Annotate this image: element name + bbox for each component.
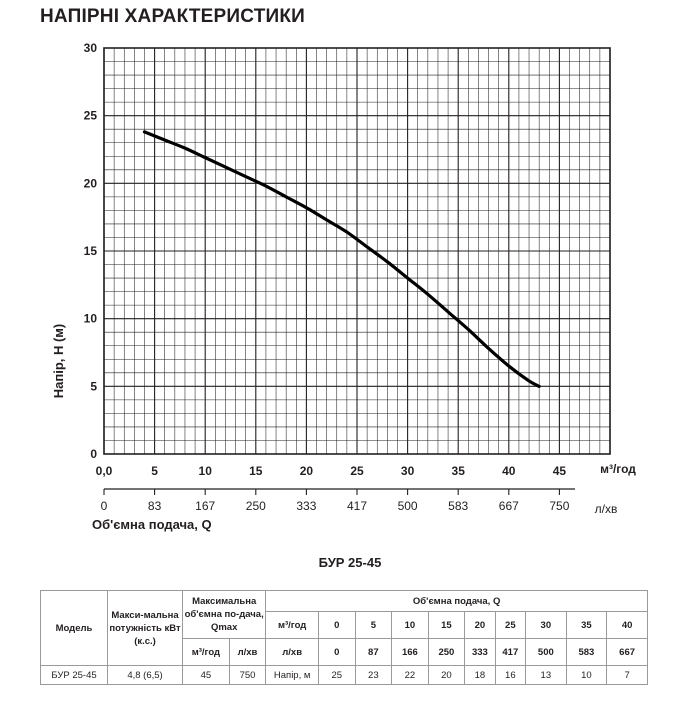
cell-flow-lmin-6: 500 [526, 639, 567, 666]
cell-flow-m3h-1: 5 [355, 612, 392, 639]
qmax-unit-m3h: м³/год [183, 639, 230, 666]
cell-power: 4,8 (6,5) [107, 666, 182, 685]
cell-flow-lmin-7: 583 [566, 639, 607, 666]
cell-flow-lmin-4: 333 [465, 639, 495, 666]
cell-head-6: 13 [526, 666, 567, 685]
x-tick-label: 40 [502, 464, 516, 478]
cell-head-2: 22 [392, 666, 429, 685]
cell-head-label: Напір, м [266, 666, 319, 685]
x2-tick-label: 0 [100, 499, 108, 513]
cell-flow-m3h-3: 15 [428, 612, 465, 639]
x2-tick-label: 583 [448, 499, 469, 513]
cell-head-0: 25 [319, 666, 356, 685]
x-tick-label: 25 [350, 464, 364, 478]
cell-head-5: 16 [495, 666, 525, 685]
cell-flow-m3h-6: 30 [526, 612, 567, 639]
x-tick-label: 30 [400, 464, 415, 478]
table-header-row [41, 591, 648, 612]
header-flow: Об'ємна подача, Q [266, 591, 648, 612]
cell-flow-lmin-1: 87 [355, 639, 392, 666]
x2-tick-label: 667 [498, 499, 519, 513]
cell-qmax-m3h: 45 [183, 666, 230, 685]
x-tick-label: 35 [451, 464, 465, 478]
y-tick-label: 30 [83, 41, 97, 55]
x2-tick-label: 417 [346, 499, 368, 513]
y-tick-label: 0 [90, 447, 97, 461]
cell-flow-lmin-2: 166 [392, 639, 429, 666]
cell-head-4: 18 [465, 666, 495, 685]
cell-qmax-lmin: 750 [229, 666, 266, 685]
cell-head-7: 10 [566, 666, 607, 685]
x-axis-label: Об'ємна подача, Q [92, 517, 212, 532]
cell-model: БУР 25-45 [41, 666, 108, 685]
x2-tick-label: 333 [296, 499, 317, 513]
cell-flow-m3h-2: 10 [392, 612, 429, 639]
cell-flow-lmin-0: 0 [319, 639, 356, 666]
y-axis-label: Напір, H (м) [51, 323, 66, 399]
cell-head-3: 20 [428, 666, 465, 685]
x2-tick-label: 83 [147, 499, 162, 513]
x-tick-label: 45 [552, 464, 567, 478]
x2-tick-label: 750 [549, 499, 570, 513]
cell-flow-lmin-5: 417 [495, 639, 525, 666]
model-title: БУР 25-45 [318, 555, 382, 570]
header-power: Макси-мальна потужність кВт (к.с.) [107, 591, 182, 666]
x-unit-top: м³/год [600, 462, 636, 476]
x-tick-label: 5 [151, 464, 158, 478]
spec-table [40, 590, 648, 685]
y-tick-label: 20 [83, 176, 97, 191]
header-model: Модель [41, 591, 108, 666]
x2-tick-label: 500 [397, 499, 418, 513]
cell-flow-lmin-3: 250 [428, 639, 465, 666]
cell-flow-m3h-0: 0 [319, 612, 356, 639]
x-tick-label: 20 [299, 464, 314, 478]
cell-flow-m3h-7: 35 [566, 612, 607, 639]
qmax-unit-lmin: л/хв [229, 639, 266, 666]
unit-m3h-label: м³/год [266, 612, 319, 639]
page-title: НАПІРНІ ХАРАКТЕРИСТИКИ [40, 6, 306, 27]
x2-tick-label: 250 [245, 499, 266, 513]
y-tick-label: 5 [90, 379, 97, 394]
y-tick-label: 25 [83, 108, 97, 123]
cell-flow-lmin-8: 667 [607, 639, 648, 666]
x-tick-label: 10 [198, 464, 212, 478]
header-qmax: Максимальна об'ємна по-дача, Qmax [183, 591, 266, 639]
x-tick-label: 15 [249, 464, 263, 478]
y-tick-label: 10 [83, 311, 97, 326]
cell-head-1: 23 [355, 666, 392, 685]
cell-flow-m3h-4: 20 [465, 612, 495, 639]
cell-flow-m3h-5: 25 [495, 612, 525, 639]
cell-head-8: 7 [607, 666, 648, 685]
y-tick-label: 15 [83, 244, 97, 258]
cell-flow-m3h-8: 40 [607, 612, 648, 639]
x2-tick-label: 167 [195, 499, 216, 513]
x-tick-label: 0,0 [95, 464, 113, 478]
unit-lmin-label: л/хв [266, 639, 319, 666]
x-unit-bottom: л/хв [594, 502, 618, 516]
table-row [41, 666, 648, 685]
